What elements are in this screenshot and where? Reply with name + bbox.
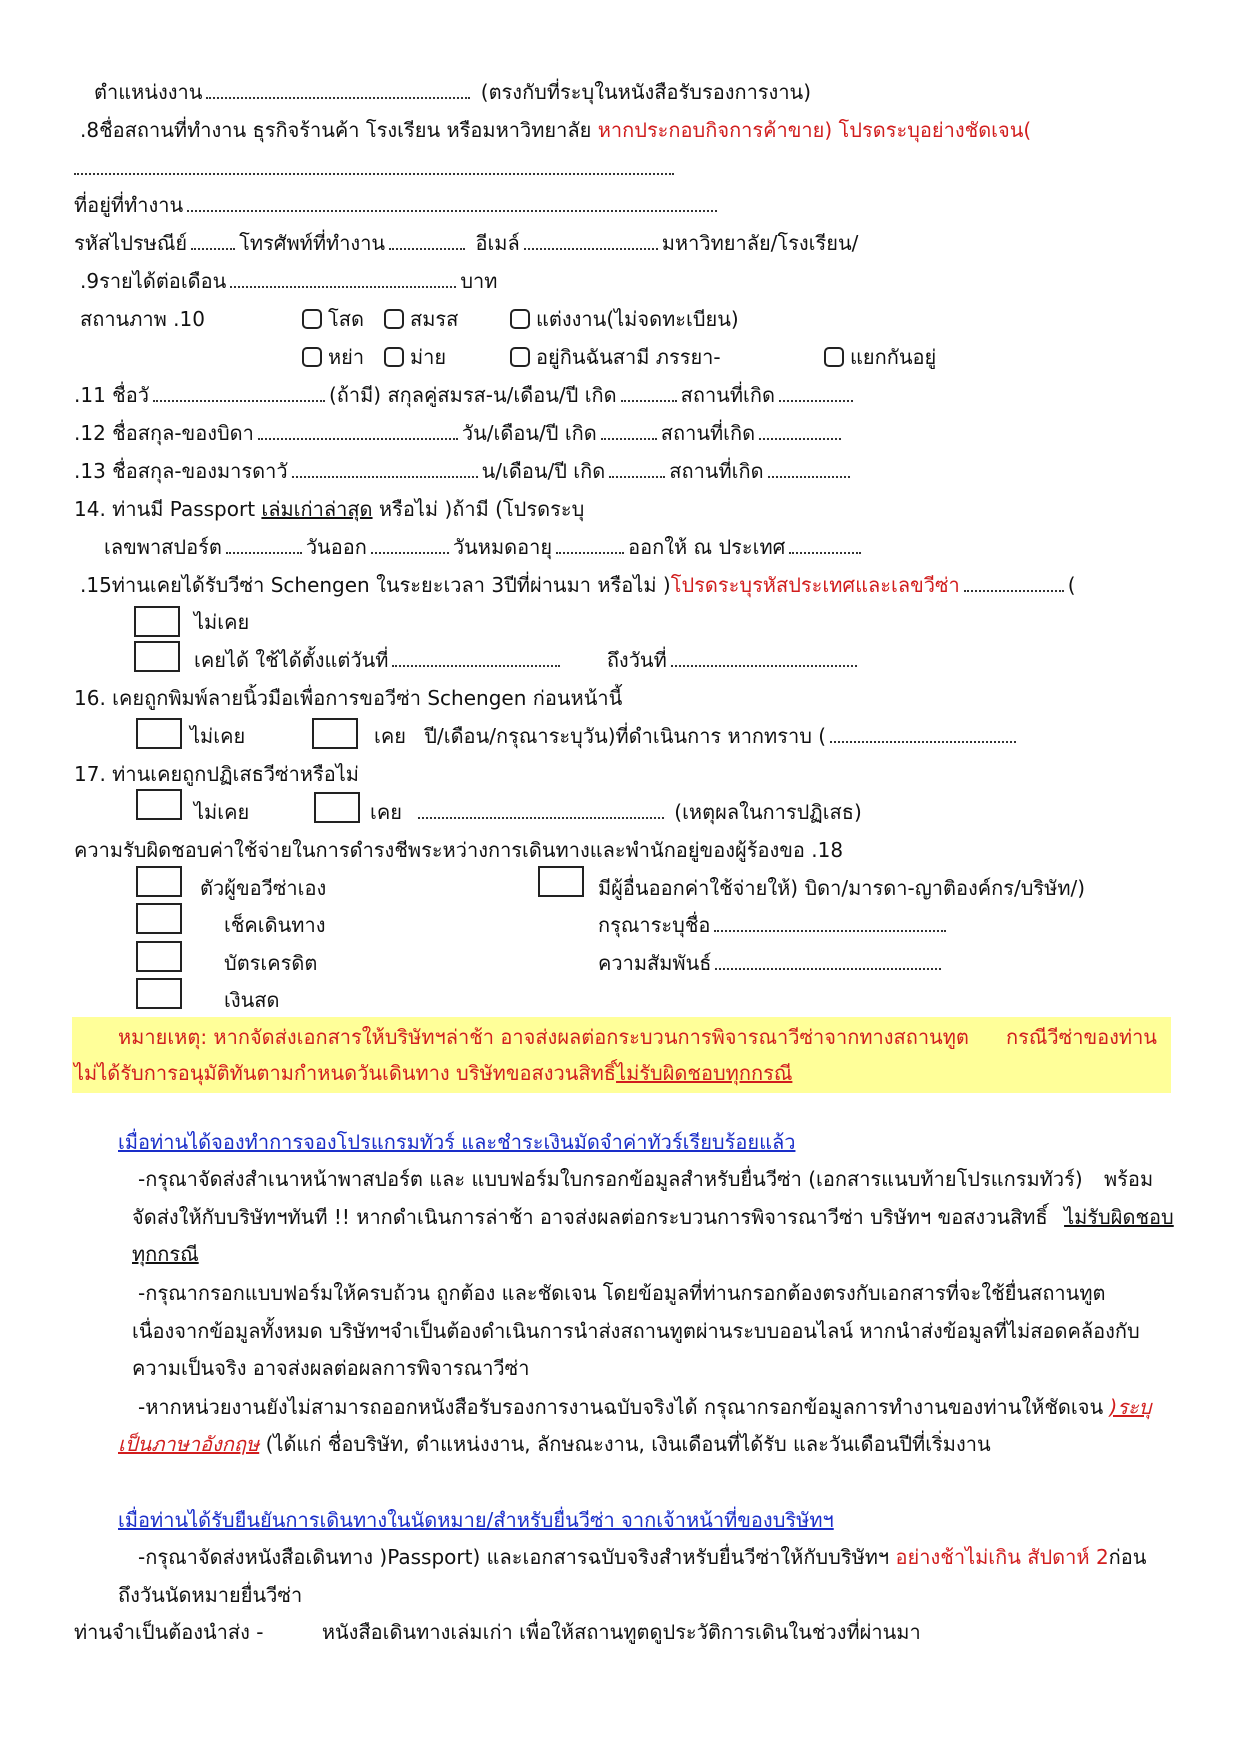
work-phone-field[interactable] [389,230,465,250]
row-refusal-question: 17. ท่านเคยถูกปฏิเสธวีซ่าหรือไม่ [74,762,359,786]
section2-p1-line2: ถึงวันนัดหมายยื่นวีซ่า [118,1583,303,1607]
status-single[interactable]: โสด [302,304,364,334]
schengen-to-field[interactable] [671,647,857,667]
row-income: .9รายได้ต่อเดือน บาท [80,269,498,293]
row-workplace: .8ชื่อสถานที่ทำงาน ธุรกิจร้านค้า โรงเรียน หรือมหาวิทยาลัย หากประกอบกิจการค้าขาย) โปรดระบุอย่างชัดเจน( [80,118,1032,142]
row-schengen-question: .15ท่านเคยได้รับวีซ่า Schengen ในระยะเวลา 3ปีที่ผ่านมา หรือไม่ )โปรดระบุรหัสประเทศและเลขวีซ่า ( [80,573,1076,597]
row-refusal-reason: เคย (เหตุผลในการปฏิเสธ) [370,800,862,824]
status-married[interactable]: สมรส [384,304,458,334]
row-position: ตำแหน่งงาน (ตรงกับที่ระบุในหนังสือรับรองการงาน) [94,80,812,104]
section1-p2-line2: เนื่องจากข้อมูลทั้งหมด บริษัทฯจำเป็นต้องดำเนินการนำส่งสถานทูตผ่านระบบออนไลน์ หากนำส่งข้อมูลที่ไม่สอดคล้องกับ [132,1319,1140,1343]
refusal-never-label: ไม่เคย [194,800,250,824]
cash-label: เงินสด [224,988,280,1012]
checkbox-schengen-never[interactable] [134,606,180,637]
checkbox-fingerprint-never[interactable] [136,718,182,749]
status-cohabit-unregistered[interactable]: แต่งงาน(ไม่จดทะเบียน) [510,304,739,334]
sponsored-label: มีผู้อื่นออกค่าใช้จ่ายให้) บิดา/มารดา-ญาติองค์กร/บริษัท/) [598,876,1086,900]
checkbox-widowed[interactable] [384,347,404,367]
spouse-birthplace-field[interactable] [779,382,853,402]
row-work-address: ที่อยู่ที่ทำงาน [74,190,721,220]
workplace-field[interactable] [74,155,674,175]
mother-name-field[interactable] [292,458,478,478]
schengen-from-field[interactable] [392,647,560,667]
checkbox-married[interactable] [384,309,404,329]
passport-country-field[interactable] [789,534,861,554]
row-passport-question: 14. ท่านมี Passport เล่มเก่าล่าสุด หรือไม่ )ถ้ามี (โปรดระบุ [74,497,585,521]
checkbox-credit-card[interactable] [136,941,182,972]
spouse-dob-field[interactable] [621,382,677,402]
schengen-never-label: ไม่เคย [194,610,250,634]
father-dob-field[interactable] [601,420,657,440]
row-father: .12 ชื่อสกุล-ของบิดา วัน/เดือน/ปี เกิด สถานที่เกิด [74,418,845,448]
checkbox-self-funded[interactable] [136,866,182,897]
work-address-field[interactable] [187,192,717,212]
checkbox-refusal-never[interactable] [136,789,182,820]
row-sponsor-name: กรุณาระบุชื่อ [598,910,950,940]
mother-birthplace-field[interactable] [768,458,850,478]
row-fingerprint-date: เคย ปี/เดือน/กรุณาระบุวัน)ที่ดำเนินการ หากทราบ ( [374,721,1020,751]
row-spouse: .11 ชื่อวั (ถ้ามี) สกุลคู่สมรส-น/เดือน/ปี เกิด สถานที่เกิด [74,380,857,410]
section2-p1-line1: -กรุณาจัดส่งหนังสือเดินทาง )Passport) และเอกสารฉบับจริงสำหรับยื่นวีซ่าให้กับบริษัทฯ อย่างช้าไม่เกิน สัปดาห์ 2ก่อน [138,1545,1147,1569]
checkbox-cohabiting[interactable] [510,347,530,367]
section1-p2-line3: ความเป็นจริง อาจส่งผลต่อผลการพิจารณาวีซ่า [132,1356,530,1380]
checkbox-single[interactable] [302,309,322,329]
row-mother: .13 ชื่อสกุล-ของมารดาวั น/เดือน/ปี เกิด สถานที่เกิด [74,456,854,486]
position-field[interactable] [206,79,470,99]
postal-code-field[interactable] [191,230,235,250]
row-fingerprint-question: 16. เคยถูกพิมพ์ลายนิ้วมือเพื่อการขอวีซ่า Schengen ก่อนหน้านี้ [74,686,623,710]
checkbox-refusal-ever[interactable] [314,792,360,823]
schengen-visa-field[interactable] [964,572,1064,592]
income-field[interactable] [230,268,456,288]
section1-p3-line2: เป็นภาษาอังกฤษ (ได้แก่ ชื่อบริษัท, ตำแหน่งงาน, ลักษณะงาน, เงินเดือนที่ได้รับ และวันเดือนปีที่เริ่มงาน [118,1432,991,1456]
refusal-reason-field[interactable] [418,799,664,819]
section1-p1-line1: -กรุณาจัดส่งสำเนาหน้าพาสปอร์ต และ แบบฟอร์มใบกรอกข้อมูลสำหรับยื่นวีซ่า (เอกสารแนบท้ายโปรแกรมทัวร์) [138,1167,1083,1191]
note-line-2: ไม่ได้รับการอนุมัติทันตามกำหนดวันเดินทาง บริษัทขอสงวนสิทธิ์ไม่รับผิดชอบทุกกรณี [74,1061,793,1085]
self-funded-label: ตัวผู้ขอวีซ่าเอง [200,876,327,900]
passport-number-field[interactable] [226,534,302,554]
checkbox-schengen-ever[interactable] [134,641,180,672]
status-separated[interactable]: แยกกันอยู่ [824,342,936,372]
relationship-field[interactable] [715,950,941,970]
credit-card-label: บัตรเครดิต [224,951,318,975]
passport-expiry-field[interactable] [556,534,624,554]
section1-p1-line2: จัดส่งให้กับบริษัทฯทันที !! หากดำเนินการล่าช้า อาจส่งผลต่อกระบวนการพิจารณาวีซ่า บริษัทฯ ขอสงวนสิทธิ์ ไม่รับผิดชอบ [132,1205,1174,1229]
father-birthplace-field[interactable] [759,420,841,440]
status-divorced[interactable]: หย่า [302,342,364,372]
father-name-field[interactable] [258,420,458,440]
section1-p1-line3: ทุกกรณี [132,1242,199,1266]
row-passport-details: เลขพาสปอร์ต วันออก วันหมดอายุ ออกให้ ณ ประเทศ [104,532,865,562]
row-schengen-dates: เคยได้ ใช้ได้ตั้งแต่วันที่ ถึงวันที่ [194,645,861,675]
fingerprint-never-label: ไม่เคย [190,724,246,748]
checkbox-fingerprint-ever[interactable] [312,718,358,749]
spouse-name-field[interactable] [153,382,325,402]
checkbox-unregistered[interactable] [510,309,530,329]
passport-issue-date-field[interactable] [371,534,449,554]
travellers-cheque-label: เช็คเดินทาง [224,913,326,937]
section1-heading: เมื่อท่านได้จองทำการจองโปรแกรมทัวร์ และชำระเงินมัดจำค่าทัวร์เรียบร้อยแล้ว [118,1130,796,1154]
section2-heading: เมื่อท่านได้รับยืนยันการเดินทางในนัดหมาย/สำหรับยื่นวีซ่า จากเจ้าหน้าที่ของบริษัทฯ [118,1508,834,1532]
checkbox-separated[interactable] [824,347,844,367]
section1-p2-line1: -กรุณากรอกแบบฟอร์มให้ครบถ้วน ถูกต้อง และชัดเจน โดยข้อมูลที่ท่านกรอกต้องตรงกับเอกสารที่จะใช้ยื่นสถานทูต [138,1281,1106,1305]
checkbox-cash[interactable] [136,978,182,1009]
row-workplace-line [74,153,674,183]
checkbox-sponsored[interactable] [538,866,584,897]
row-postal-phone: รหัสไปรษณีย์ โทรศัพท์ที่ทำงาน อีเมล์ มหาวิทยาลัย/โรงเรียน/ [74,231,859,255]
section1-p3-line1: -หากหน่วยงานยังไม่สามารถออกหนังสือรับรองการงานฉบับจริงได้ กรุณากรอกข้อมูลการทำงานของท่านให้ชัดเจน )ระบุ [138,1395,1152,1419]
note-line-1-end: กรณีวีซ่าของท่าน [1006,1025,1157,1049]
status-label: สถานภาพ .10 [80,307,205,331]
mother-dob-field[interactable] [609,458,665,478]
status-cohabiting[interactable]: อยู่กินฉันสามี ภรรยา- [510,342,721,372]
sponsor-name-field[interactable] [714,912,946,932]
section1-p1-line1-end: พร้อม [1104,1167,1154,1191]
checkbox-travellers-cheque[interactable] [136,903,182,934]
fingerprint-date-field[interactable] [830,723,1016,743]
email-field[interactable] [524,230,658,250]
note-line-1: หมายเหตุ: หากจัดส่งเอกสารให้บริษัทฯล่าช้า อาจส่งผลต่อกระบวนการพิจารณาวีซ่าจากทางสถานทูต [118,1025,969,1049]
section2-p2: ท่านจำเป็นต้องนำส่ง - หนังสือเดินทางเล่มเก่า เพื่อให้สถานทูตดูประวัติการเดินในช่วงที่ผ่านมา [74,1620,921,1644]
row-relationship: ความสัมพันธ์ [598,948,945,978]
status-widowed[interactable]: ม่าย [384,342,446,372]
checkbox-divorced[interactable] [302,347,322,367]
row-expenses-question: ความรับผิดชอบค่าใช้จ่ายในการดำรงชีพระหว่างการเดินทางและพำนักอยู่ของผู้ร้องขอ .18 [74,838,844,862]
